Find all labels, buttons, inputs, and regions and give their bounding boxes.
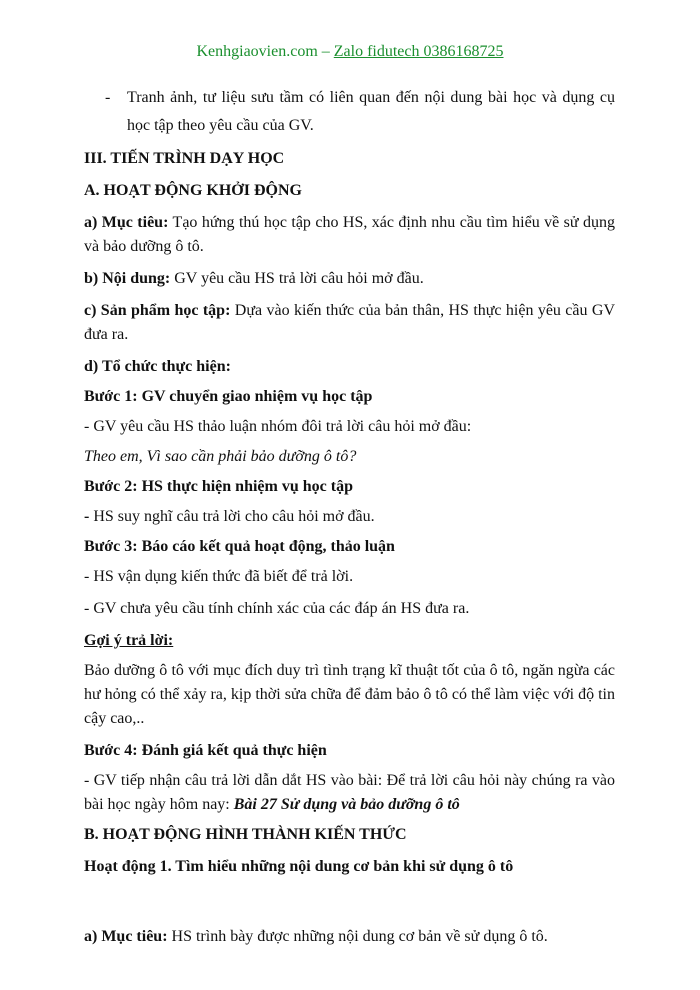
buoc-3-line-1: - HS vận dụng kiến thức đã biết để trả lời. <box>84 568 354 585</box>
page-header <box>0 42 700 62</box>
buoc-1-question-text: Theo em, Vì sao cần phải bảo dưỡng ô tô? <box>84 448 357 465</box>
section-a-title: A. HOẠT ĐỘNG KHỞI ĐỘNG <box>84 182 302 199</box>
b-muc-tieu <box>84 925 615 949</box>
hoat-dong-1-title: Hoạt động 1. Tìm hiểu những nội dung cơ bản khi sử dụng ô tô <box>84 858 514 875</box>
buoc-4-text <box>84 769 615 817</box>
b-noi-dung-label: b) Nội dung: <box>84 270 171 287</box>
d-to-chuc: d) Tổ chức thực hiện: <box>84 358 231 375</box>
buoc-4-lesson: Bài 27 Sử dụng và bảo dưỡng ô tô <box>233 796 460 813</box>
materials-bullet <box>84 84 615 140</box>
goi-y-title <box>84 629 615 653</box>
a-muc-tieu <box>84 211 615 259</box>
a-muc-tieu-label: a) Mục tiêu: <box>84 214 169 231</box>
buoc-1-title: Bước 1: GV chuyển giao nhiệm vụ học tập <box>84 388 373 405</box>
materials-bullet-text: Tranh ảnh, tư liệu sưu tầm có liên quan đến nội dung bài học và dụng cụ học tập theo yêu cầu của GV. <box>127 89 615 134</box>
b-noi-dung-text: GV yêu cầu HS trả lời câu hỏi mở đầu. <box>170 270 424 287</box>
c-san-pham <box>84 299 615 347</box>
b-muc-tieu-text: HS trình bày được những nội dung cơ bản về sử dụng ô tô. <box>167 928 548 945</box>
a-muc-tieu-text: Tạo hứng thú học tập cho HS, xác định nhu cầu tìm hiểu về sử dụng và bảo dưỡng ô tô. <box>84 214 616 255</box>
document-body <box>84 84 615 949</box>
buoc-4-body: - GV tiếp nhận câu trả lời dẫn dắt HS vào bài: Để trả lời câu hỏi này chúng ra vào bài học ngày hôm nay: <box>84 772 615 813</box>
buoc-2-title: Bước 2: HS thực hiện nhiệm vụ học tập <box>84 478 353 495</box>
header-zalo-link[interactable]: Zalo fidutech 0386168725 <box>333 43 504 60</box>
buoc-1-text: - GV yêu cầu HS thảo luận nhóm đôi trả lời câu hỏi mở đầu: <box>84 418 472 435</box>
buoc-3-line-2: - GV chưa yêu cầu tính chính xác của các đáp án HS đưa ra. <box>84 600 470 617</box>
buoc-3-title: Bước 3: Báo cáo kết quả hoạt động, thảo luận <box>84 538 395 555</box>
bullet-dash: - <box>105 89 111 106</box>
goi-y-title-text: Gợi ý trả lời: <box>84 632 174 649</box>
goi-y-text: Bảo dưỡng ô tô với mục đích duy trì tình trạng kĩ thuật tốt của ô tô, ngăn ngừa các hư hỏng có thể xảy ra, kịp thời sửa chữa để đảm bảo ô tô có thể làm việc với độ tin cậy cao,.. <box>84 662 615 727</box>
header-separator: – <box>317 43 334 60</box>
c-san-pham-label: c) Sản phẩm học tập: <box>84 302 231 319</box>
buoc-1-question <box>84 445 615 469</box>
section-3-title: III. TIẾN TRÌNH DẠY HỌC <box>84 150 285 167</box>
section-b-title: B. HOẠT ĐỘNG HÌNH THÀNH KIẾN THỨC <box>84 826 407 843</box>
buoc-2-body: HS suy nghĩ câu trả lời cho câu hỏi mở đầu. <box>89 508 375 525</box>
buoc-2-dash: - <box>84 508 90 525</box>
buoc-4-title: Bước 4: Đánh giá kết quả thực hiện <box>84 742 327 759</box>
buoc-2-text <box>84 505 615 529</box>
c-san-pham-text: Dựa vào kiến thức của bản thân, HS thực hiện yêu cầu GV đưa ra. <box>84 302 616 343</box>
header-site-link[interactable]: Kenhgiaovien.com <box>196 43 318 60</box>
b-muc-tieu-label: a) Mục tiêu: <box>84 928 168 945</box>
b-noi-dung <box>84 267 615 291</box>
